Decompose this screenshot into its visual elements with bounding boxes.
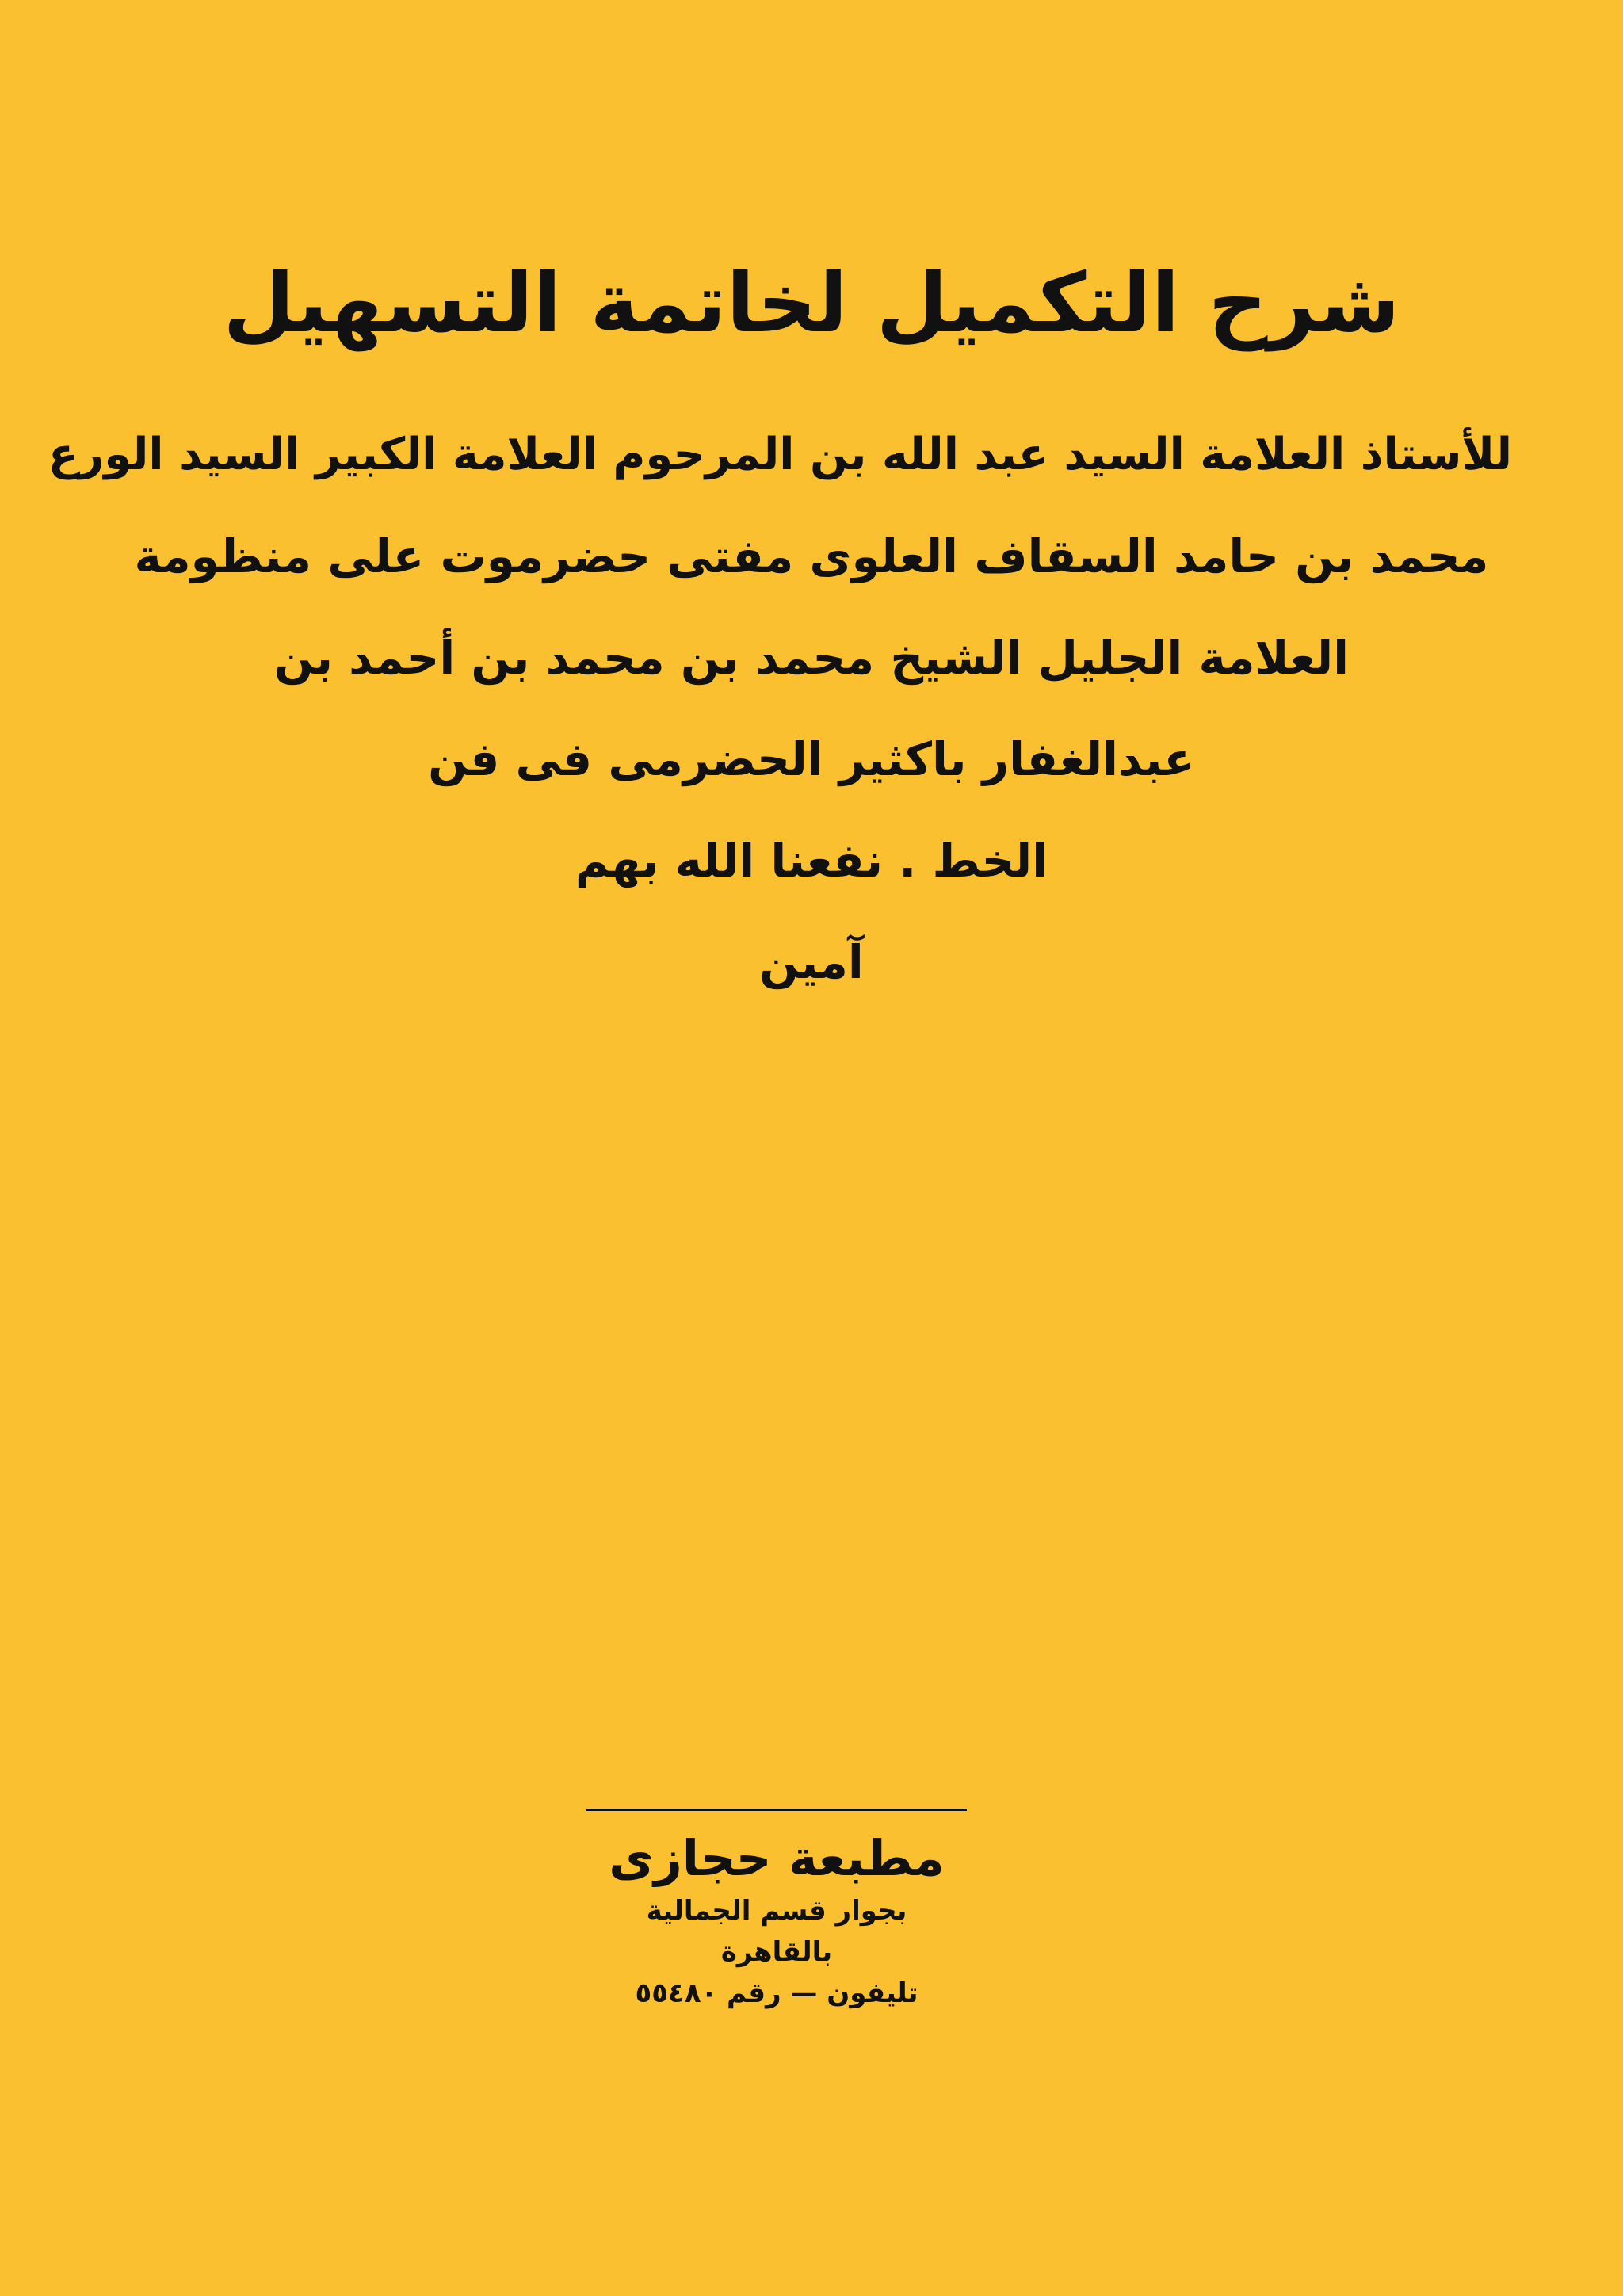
- book-title: شرح التكميل لخاتمة التسهيل: [223, 254, 1400, 351]
- description-line: العلامة الجليل الشيخ محمد بن محمد بن أحمد بن: [274, 631, 1349, 685]
- printer-imprint: [586, 1809, 967, 2014]
- description-line: للأستاذ العلامة السيد عبد الله بن المرحوم العلامة الكبير السيد الورع: [48, 429, 1512, 480]
- description-line: محمد بن حامد السقاف العلوى مفتى حضرموت على منظومة: [134, 529, 1489, 583]
- printer-name: مطبعة حجازى: [609, 1829, 945, 1887]
- author-description: [48, 404, 1512, 1013]
- printer-address: بجوار قسم الجمالية بالقاهرة: [646, 1895, 907, 1968]
- closing-word: آمين: [759, 935, 864, 989]
- description-line: الخط . نفعنا الله بهم: [575, 834, 1048, 888]
- description-line: عبدالغفار باكثير الحضرمى فى فن: [428, 732, 1195, 786]
- imprint-divider: [586, 1809, 967, 1811]
- printer-phone: تليفون — رقم ٥٥٤٨٠: [635, 1977, 918, 2009]
